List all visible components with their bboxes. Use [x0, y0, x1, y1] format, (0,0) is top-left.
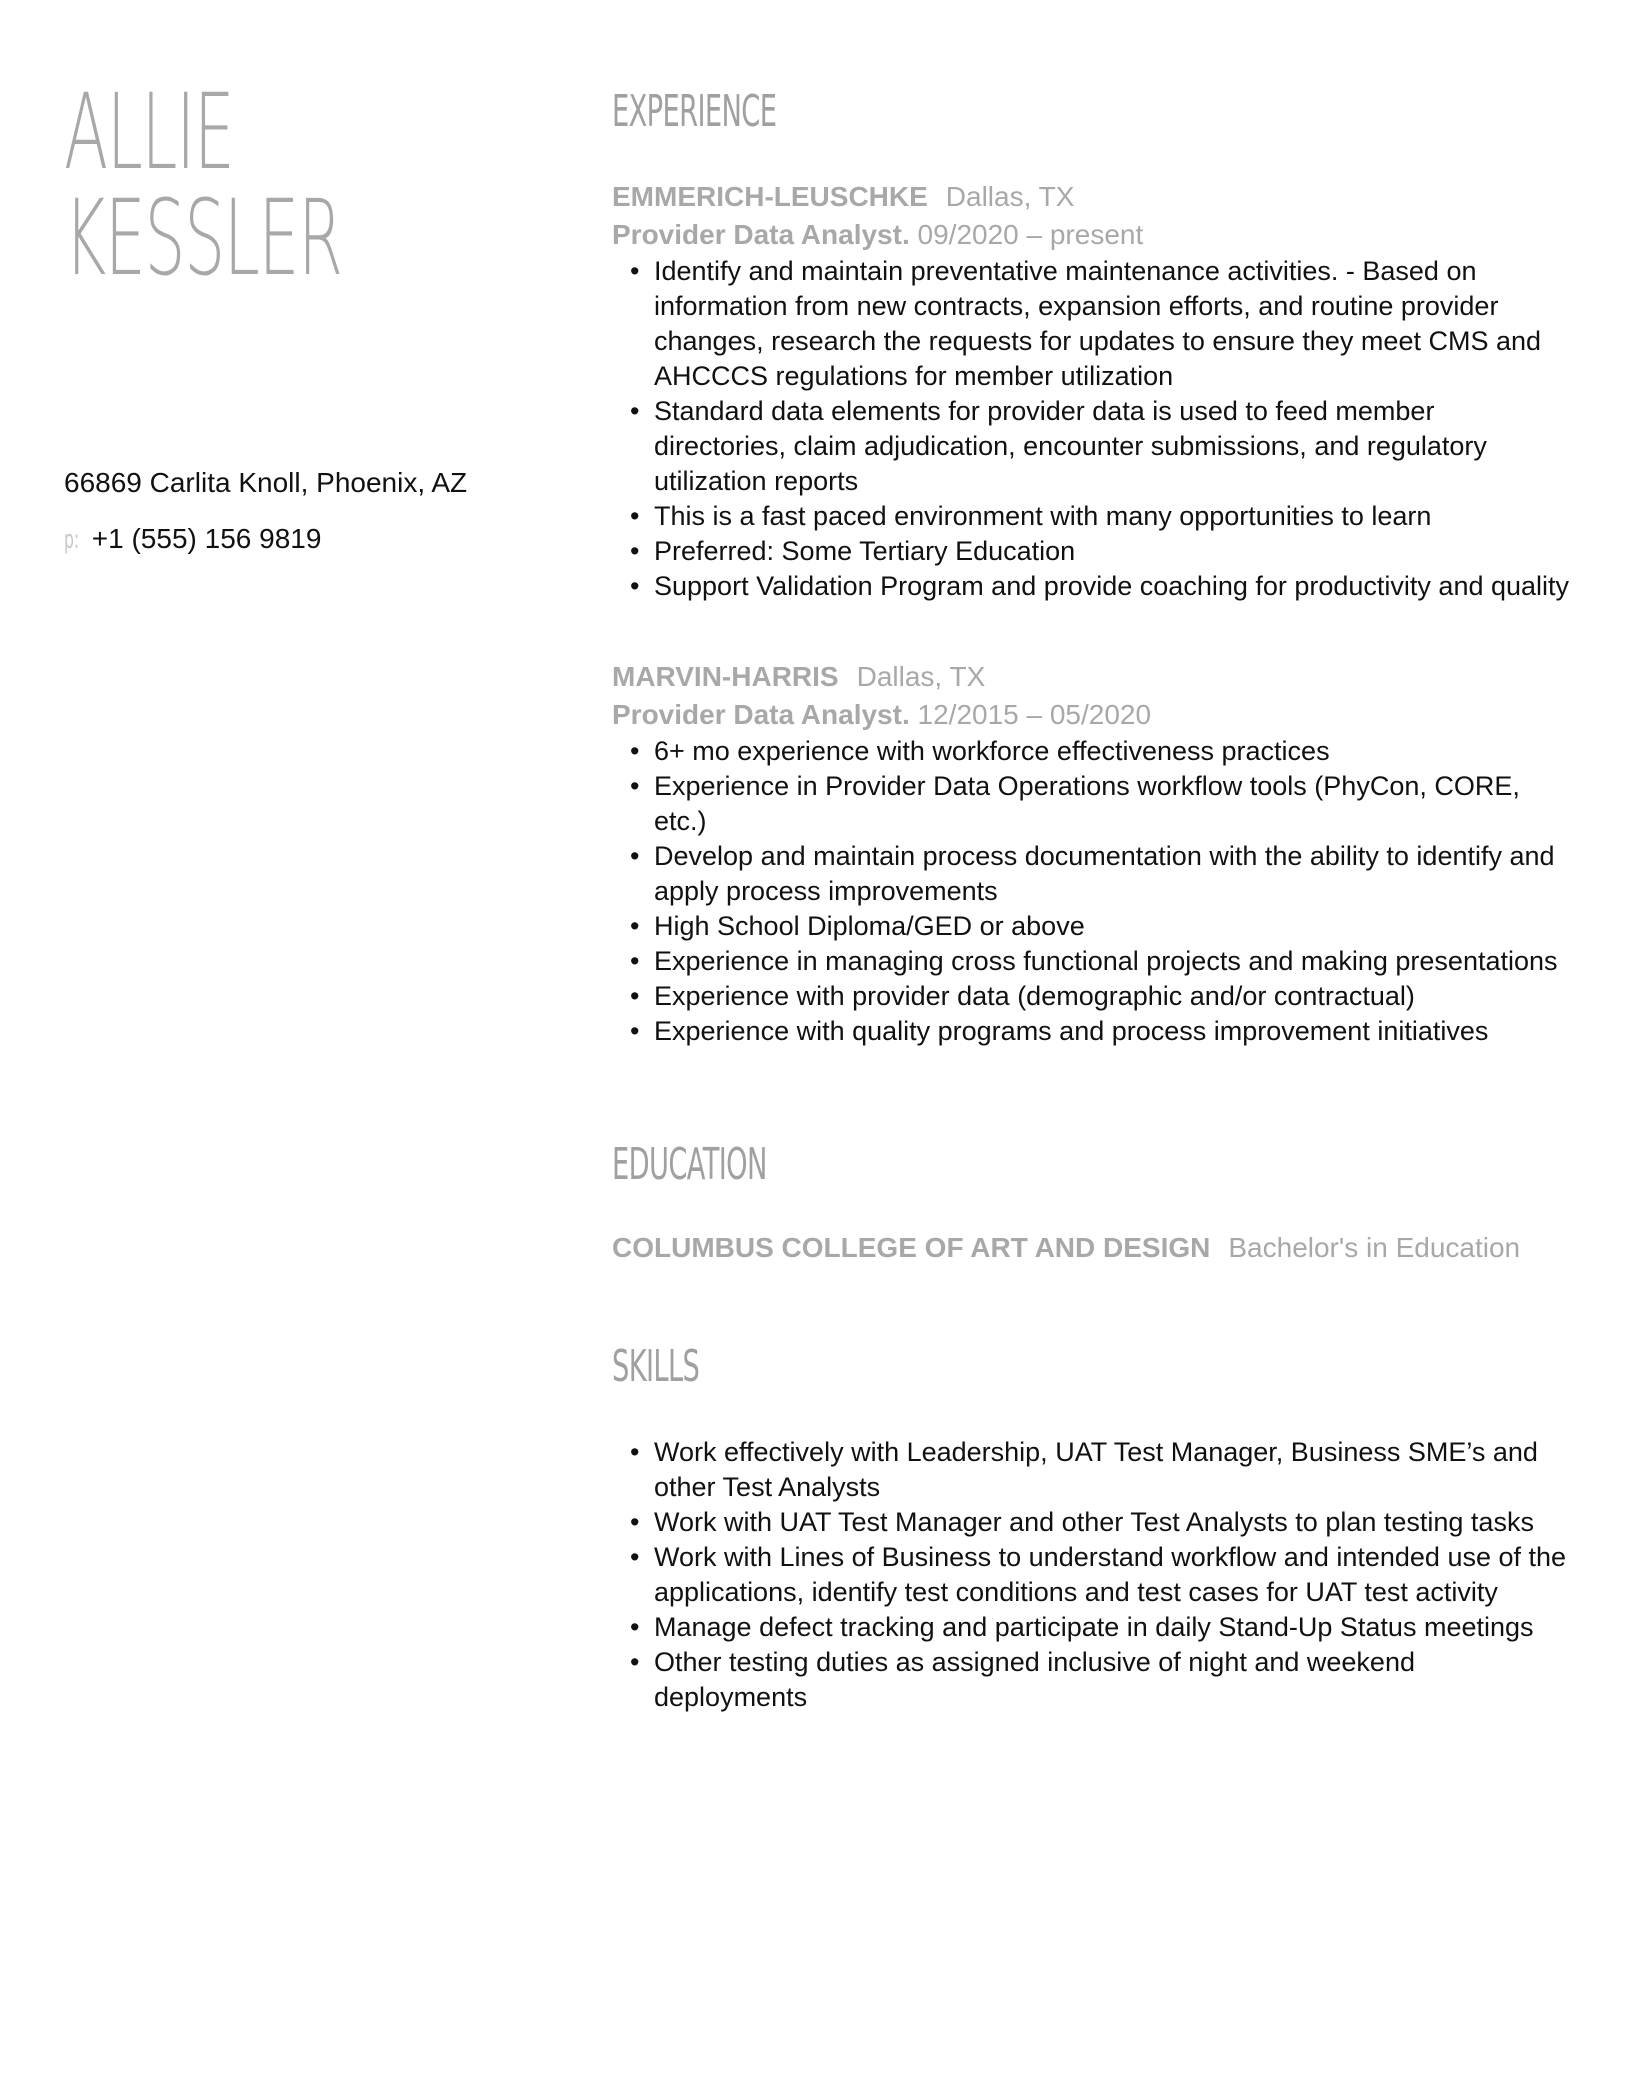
- job-entry: [612, 658, 1572, 1049]
- list-item: • Experience with quality programs and process improvement initiatives: [654, 1014, 1572, 1049]
- job-entry: [612, 178, 1572, 604]
- first-name: ALLIE: [64, 71, 234, 193]
- list-item: • Work with UAT Test Manager and other Test Analysts to plan testing tasks: [654, 1505, 1572, 1540]
- job-role-line: [612, 696, 1572, 734]
- list-item: • Preferred: Some Tertiary Education: [654, 534, 1572, 569]
- phone-prefix: p:: [64, 525, 80, 555]
- phone-line: [64, 521, 467, 558]
- list-item: • Support Validation Program and provide coaching for productivity and quality: [654, 569, 1572, 604]
- phone-number: +1 (555) 156 9819: [91, 523, 322, 554]
- job-bullets: [612, 254, 1572, 604]
- job-dates: 12/2015 – 05/2020: [917, 699, 1152, 730]
- job-role: Provider Data Analyst.: [612, 699, 910, 730]
- list-item: • 6+ mo experience with workforce effectiveness practices: [654, 734, 1572, 769]
- job-location: Dallas, TX: [856, 661, 986, 692]
- right-column: [612, 88, 1572, 1715]
- education-school: COLUMBUS COLLEGE OF ART AND DESIGN: [612, 1232, 1211, 1263]
- job-dates: 09/2020 – present: [917, 219, 1144, 250]
- list-item: • Work effectively with Leadership, UAT Test Manager, Business SME’s and other Test Analysts: [654, 1435, 1572, 1505]
- left-column: [64, 71, 584, 555]
- list-item: • Experience in Provider Data Operations workflow tools (PhyCon, CORE, etc.): [654, 769, 1572, 839]
- job-header: [612, 178, 1572, 216]
- experience-title: EXPERIENCE: [612, 86, 777, 137]
- education-entry: [612, 1229, 1572, 1267]
- skills-list: [612, 1435, 1572, 1715]
- job-header: [612, 658, 1572, 696]
- list-item: • Experience with provider data (demographic and/or contractual): [654, 979, 1572, 1014]
- job-location: Dallas, TX: [945, 181, 1075, 212]
- skills-title: SKILLS: [612, 1341, 700, 1392]
- list-item: • Experience in managing cross functional projects and making presentations: [654, 944, 1572, 979]
- job-role: Provider Data Analyst.: [612, 219, 910, 250]
- address: 66869 Carlita Knoll, Phoenix, AZ: [64, 467, 468, 498]
- list-item: • Other testing duties as assigned inclusive of night and weekend deployments: [654, 1645, 1572, 1715]
- last-name: KESSLER: [64, 177, 342, 299]
- list-item: • Identify and maintain preventative maintenance activities. - Based on information from new contracts, expansion efforts, and routine provider changes, research the requests for updates to ensure they meet CMS and AHCCCS regulations for member utilization: [654, 254, 1572, 394]
- list-item: • Manage defect tracking and participate in daily Stand-Up Status meetings: [654, 1610, 1572, 1645]
- education-title: EDUCATION: [612, 1139, 767, 1190]
- education-degree: Bachelor's in Education: [1228, 1232, 1521, 1263]
- contact-block: [64, 465, 467, 558]
- list-item: • Develop and maintain process documentation with the ability to identify and apply process improvements: [654, 839, 1572, 909]
- list-item: • Work with Lines of Business to understand workflow and intended use of the applications, identify test conditions and test cases for UAT test activity: [654, 1540, 1572, 1610]
- job-role-line: [612, 216, 1572, 254]
- list-item: • This is a fast paced environment with many opportunities to learn: [654, 499, 1572, 534]
- list-item: • Standard data elements for provider data is used to feed member directories, claim adjudication, encounter submissions, and regulatory utilization reports: [654, 394, 1572, 499]
- job-company: MARVIN-HARRIS: [612, 661, 839, 692]
- job-bullets: [612, 734, 1572, 1049]
- job-company: EMMERICH-LEUSCHKE: [612, 181, 928, 212]
- list-item: • High School Diploma/GED or above: [654, 909, 1572, 944]
